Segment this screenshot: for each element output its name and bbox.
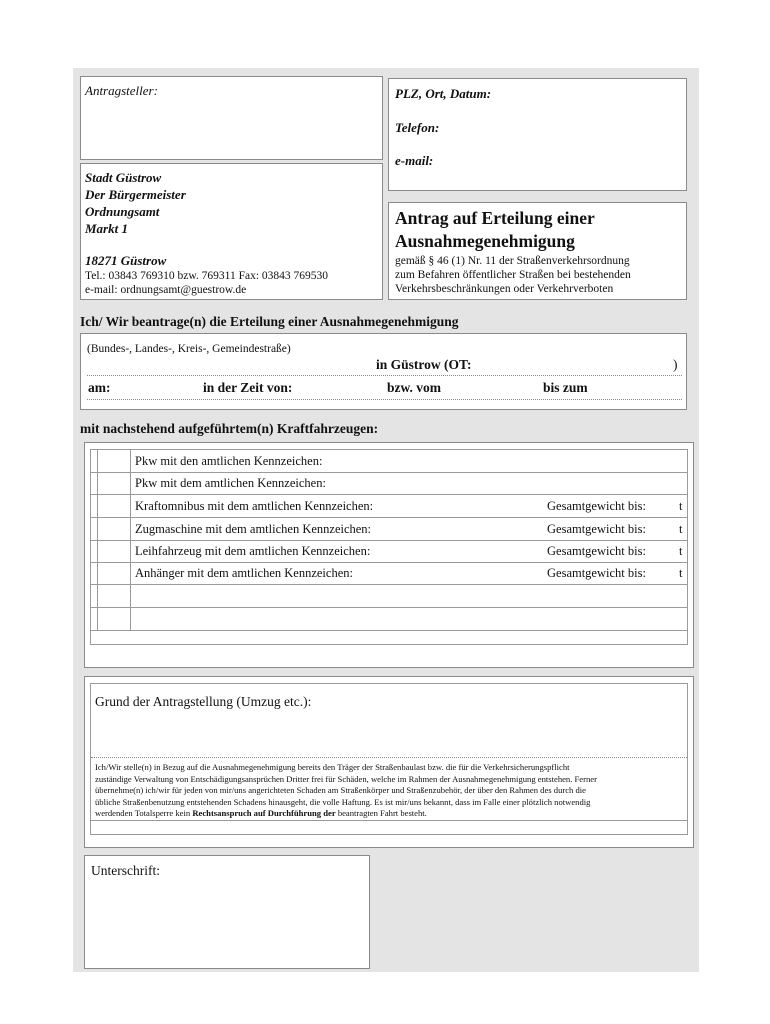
weight-unit: t: [679, 499, 683, 513]
liability-line-4: übliche Straßenbenutzung entstehenden Schadens hinausgeht, die volle Haftung. Es ist mir/uns bekannt, dass im Falle einer plötzlich notwendig: [95, 796, 591, 807]
authority-line-3: Ordnungsamt: [85, 204, 160, 219]
authority-line-2: Der Bürgermeister: [85, 187, 186, 202]
authority-line-4: Markt 1: [85, 221, 128, 236]
date-divider: [87, 399, 682, 400]
liability-line-5-pre: werdenden Totalsperre kein: [95, 808, 193, 818]
until-label: bis zum: [543, 380, 588, 395]
authority-line-1: Stadt Güstrow: [85, 170, 162, 185]
vehicle-row-label: Zugmaschine mit dem amtlichen Kennzeichen:: [135, 522, 372, 536]
vehicle-row[interactable]: [91, 517, 687, 540]
vehicle-row[interactable]: [91, 450, 687, 472]
reason-bottom-line: [91, 820, 687, 821]
authority-email: e-mail: ordnungsamt@guestrow.de: [85, 284, 247, 296]
authority-city: 18271 Güstrow: [85, 253, 167, 268]
authority-address-box: [80, 163, 383, 300]
date-label: am:: [88, 380, 111, 395]
or-from-label: bzw. vom: [387, 380, 441, 395]
liability-line-3: übernehme(n) ich/wir für jeden von mir/uns angerichteten Schaden am Straßenkörper und Straßenzubehör, der über den Rahmen des durch die: [95, 785, 587, 795]
vehicles-box: [84, 442, 694, 668]
signature-box[interactable]: [84, 855, 370, 969]
vehicle-row-label: Leihfahrzeug mit dem amtlichen Kennzeichen:: [135, 544, 371, 558]
vehicle-row[interactable]: [91, 494, 687, 517]
location-divider: [87, 375, 682, 376]
vehicle-row-label: Anhänger mit dem amtlichen Kennzeichen:: [135, 566, 353, 580]
liability-statement: [95, 762, 687, 820]
vehicle-row-empty[interactable]: [91, 607, 687, 630]
liability-line-2: zuständige Verwaltung von Entschädigungsansprüchen Dritter frei für Schäden, welche im Rahmen der Ausnahmegenehmigung entstehen. Ferner: [95, 773, 597, 784]
title-sub-2: zum Befahren öffentlicher Straßen bei bestehenden: [395, 269, 631, 281]
title-sub-3: Verkehrsbeschränkungen oder Verkehrverboten: [395, 283, 614, 295]
vehicles-heading: mit nachstehend aufgeführtem(n) Kraftfahrzeugen:: [80, 421, 379, 436]
vehicle-row[interactable]: [91, 562, 687, 584]
reason-box: [84, 676, 694, 848]
phone-label: Telefon:: [395, 120, 440, 135]
vehicle-row[interactable]: [91, 540, 687, 562]
row-line-8: [91, 630, 687, 631]
request-box[interactable]: [80, 333, 687, 410]
signature-label: Unterschrift:: [91, 863, 160, 878]
applicant-box[interactable]: [80, 76, 383, 160]
liability-line-5: [95, 808, 687, 820]
period-from-label: in der Zeit von:: [203, 380, 293, 395]
weight-unit: t: [679, 544, 683, 558]
request-heading: Ich/ Wir beantrage(n) die Erteilung einer Ausnahmegenehmigung: [80, 314, 459, 329]
vehicle-row[interactable]: [91, 472, 687, 494]
legal-claim-emphasis: Rechtsanspruch auf Durchführung der: [192, 808, 336, 818]
authority-tel: Tel.: 03843 769310 bzw. 769311 Fax: 03843 769530: [85, 270, 329, 282]
weight-unit: t: [679, 566, 683, 580]
vehicle-row-label: Kraftomnibus mit dem amtlichen Kennzeichen:: [135, 499, 374, 513]
road-type-hint: (Bundes-, Landes-, Kreis-, Gemeindestraße): [87, 343, 291, 355]
vehicles-table: [90, 449, 688, 645]
location-close-paren: ): [673, 357, 678, 372]
place-date-label: PLZ, Ort, Datum:: [395, 86, 492, 101]
weight-label: Gesamtgewicht bis:: [547, 544, 646, 558]
reason-label: Grund der Antragstellung (Umzug etc.):: [95, 694, 312, 709]
vehicle-row-label: Pkw mit dem amtlichen Kennzeichen:: [135, 476, 326, 490]
vehicle-row-label: Pkw mit den amtlichen Kennzeichen:: [135, 454, 323, 468]
liability-line-5-post: beantragten Fahrt besteht.: [335, 808, 427, 818]
email-label: e-mail:: [395, 153, 434, 168]
title-line-1: Antrag auf Erteilung einer: [395, 208, 595, 228]
reason-field[interactable]: [90, 683, 688, 835]
contact-box[interactable]: [388, 78, 687, 191]
title-box: [388, 202, 687, 300]
applicant-label: Antragsteller:: [85, 83, 158, 98]
location-label: in Güstrow (OT:: [376, 357, 472, 372]
weight-label: Gesamtgewicht bis:: [547, 499, 646, 513]
reason-divider: [91, 757, 687, 758]
title-line-2: Ausnahmegenehmigung: [395, 231, 575, 251]
weight-label: Gesamtgewicht bis:: [547, 522, 646, 536]
liability-line-1: Ich/Wir stelle(n) in Bezug auf die Ausnahmegenehmigung bereits den Träger der Straßenbaulast bzw. die für die Verkehrsicherungspflicht: [95, 762, 570, 772]
weight-unit: t: [679, 522, 683, 536]
weight-label: Gesamtgewicht bis:: [547, 566, 646, 580]
vehicle-row-empty[interactable]: [91, 584, 687, 607]
title-sub-1: gemäß § 46 (1) Nr. 11 der Straßenverkehrsordnung: [395, 255, 630, 267]
